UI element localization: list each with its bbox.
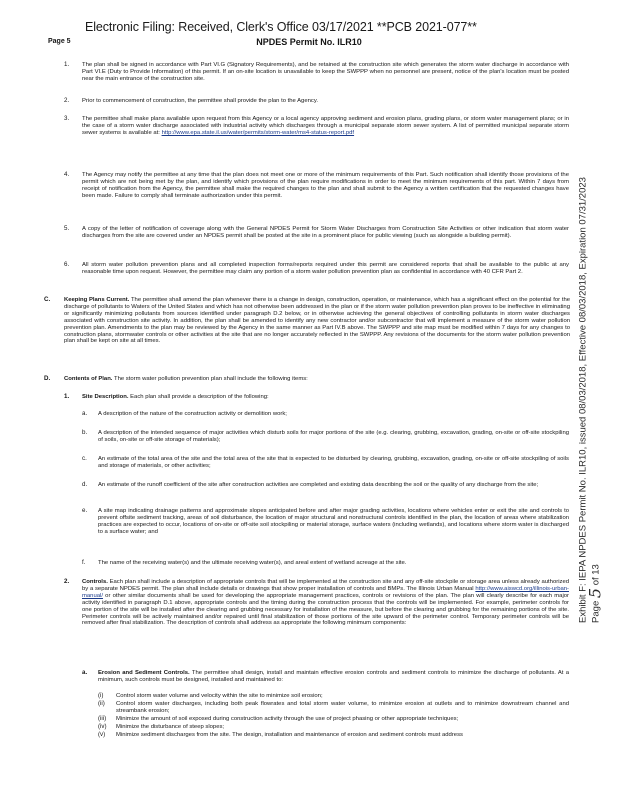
list-letter: e. (82, 507, 88, 514)
list-letter: b. (82, 429, 88, 436)
section-d-block (64, 376, 570, 383)
item-number: 6. (64, 261, 70, 268)
item-text: The plan shall be signed in accordance with Part VI.G (Signatory Requirements), and be retained at the construction site which generates the storm water discharge in accordance with Part VI.E (Duty to Provide Information) of this permit. If an on-site location is unavailable to keep the SWPPP when no personnel are present, notice of the plan's location must be posted near the main entrance of the construction site. (82, 62, 569, 82)
urban-manual-link[interactable]: http://www.aiswcd.org/illinois-urban-manual/ (82, 585, 569, 599)
sub-heading: Controls. (82, 579, 108, 585)
roman-numeral: (ii) (98, 700, 105, 707)
sub-text: The permittee shall design, install and maintain effective erosion controls and sediment controls to minimize the discharge of pollutants. At a minimum, such controls must be designed, installed and maintained to: (98, 670, 570, 683)
sub-heading: Erosion and Sediment Controls. (98, 670, 190, 676)
list-text: An estimate of the total area of the site and the total area of the site that is expected to be disturbed by clearing, grubbing, excavation, grading, on-site or off-site stockpiling of soils and storage of materials, or other activities; (98, 456, 569, 469)
exhibit-page-number: 5 (585, 587, 605, 599)
roman-text: Control storm water volume and velocity within the site to minimize soil erosion; (116, 693, 323, 699)
list-letter: c. (82, 455, 87, 462)
site-description-block (82, 394, 569, 401)
sub-text: Each plan shall provide a description of the following: (130, 394, 269, 400)
filing-stamp: Electronic Filing: Received, Clerk's Office 03/17/2021 **PCB 2021-077** (85, 20, 477, 34)
sub-number: 1. (64, 393, 70, 400)
list-letter: a. (82, 410, 88, 417)
list-letter: d. (82, 481, 88, 488)
roman-numeral: (v) (98, 731, 106, 738)
roman-text: Control storm water discharges, including both peak flowrates and total storm water volume, to minimize erosion at outlets and to minimize downstream channel and streambank erosion; (116, 701, 569, 714)
section-heading: Keeping Plans Current. (64, 297, 130, 303)
permit-title: NPDES Permit No. ILR10 (256, 37, 362, 47)
item-number: 4. (64, 171, 70, 178)
section-letter: C. (44, 296, 51, 303)
item-text: Prior to commencement of construction, the permittee shall provide the plan to the Agency. (82, 98, 318, 104)
roman-numeral: (iii) (98, 715, 107, 722)
list-letter: a. (82, 669, 88, 676)
erosion-block (98, 670, 569, 684)
list-text: A site map indicating drainage patterns and approximate slopes anticipated before and after major grading activities, locations where vehicles enter or exit the site and controls to prevent offsite sediment tracking, areas of soil disturbance, the location of major structural and nonstructural controls identified in the plan, the location of areas where stabilization practices are expected to occur, locations of on-site or off-site soil stockpiling or material storage, surface waters (including wetlands), and locations where storm water is discharged to a surface water; and (98, 508, 569, 535)
item-number: 2. (64, 97, 70, 104)
section-heading: Contents of Plan. (64, 376, 113, 382)
roman-numeral: (iv) (98, 723, 107, 730)
page-label: Page 5 (48, 38, 71, 45)
list-text: A description of the nature of the construction activity or demolition work; (98, 411, 287, 417)
sub-text-continued: or other similar documents shall be used for developing the appropriate management practices, controls or revisions of the plan. The plan will clearly describe for each major activity identified in paragraph D.1 above, appropriate controls and the timing during the construction process that the controls will be implemented. For example, perimeter controls for one portion of the site will be installed after the clearing and grubbing necessary for installation of the measure, but before the clearing and grubbing for the remaining portions of the site. Perimeter controls will be actively maintained and/or repaired until final stabilization of those portions of the site upward of the perimeter control. Temporary perimeter controls will be removed after final stabilization. The description of controls shall address as appropriate the following minimum components: (82, 592, 570, 627)
exhibit-page-of: of 13 (590, 564, 602, 586)
section-letter: D. (44, 375, 51, 382)
roman-text: Minimize the amount of soil exposed during construction activity through the use of project phasing or other appropriate techniques; (116, 716, 459, 722)
list-text: The name of the receiving water(s) and the ultimate receiving water(s), and areal extent of wetland acreage at the site. (98, 560, 407, 566)
exhibit-page-word: Page (590, 600, 602, 623)
section-text: The storm water pollution prevention plan shall include the following items: (113, 376, 308, 382)
sub-number: 2. (64, 578, 70, 585)
list-text: An estimate of the runoff coefficient of the site after construction activities are completed and existing data describing the soil or the quality of any discharge from the site; (98, 482, 539, 488)
sub-text: Each plan shall include a description of appropriate controls that will be implemented at the construction site and any off-site stockpile or storage area unless already authorized by a separate NPDES permit. The plan shall include details or drawings that show proper installation of controls and BMPs. The Illinois Urban Manual (82, 579, 569, 592)
roman-text: Minimize sediment discharges from the site. The design, installation and maintenance of erosion and sediment controls must address (116, 732, 463, 738)
roman-text: Minimize the disturbance of steep slopes; (116, 724, 225, 730)
item-text: The Agency may notify the permittee at any time that the plan does not meet one or more of the minimum requirements of this Part. Such notification shall identify those provisions of the permit which are not being met by the plan, and identify which provisions of the plan require modifications in order to meet the minimum requirements of this part. Within 7 days from receipt of notification from the Agency, the permittee shall make the required changes to the plan and shall submit to the Agency a written certification that the requested changes have been made. Failure to comply shall terminate authorization under this permit. (82, 172, 569, 199)
roman-numeral: (i) (98, 692, 104, 699)
controls-block (82, 579, 569, 627)
section-text: The permittee shall amend the plan whenever there is a change in design, construction, operation, or maintenance, which has a significant effect on the potential for the discharge of pollutants to Waters of the United States and which has not otherwise been addressed in the plan or if the storm water pollution prevention plan proves to be ineffective in eliminating or significantly minimizing pollutants from sources identified under paragraph D.2 below, or in otherwise achieving the general objectives of controlling pollutants in storm water discharges associated with construction site activity. In addition, the plan shall be amended to identify any new contractor and/or subcontractor that will implement a measure of the storm water pollution prevention plan. Amendments to the plan may be reviewed by the Agency in the same manner as Part IV.B above. The SWPPP and site map must be modified within 7 days for any changes to construction plans, stormwater controls or other activities at the site that are no longer accurately reflected in the SWPPP. Any revisions of the documents for the storm water pollution prevention plan shall be kept on site at all times. (64, 297, 571, 345)
list-text: A description of the intended sequence of major activities which disturb soils for major portions of the site (e.g. clearing, grubbing, excavation, grading, on-site or off-site stockpiling of soils, on-site or off-site storage of materials); (98, 430, 569, 443)
exhibit-line: Exhibit F: IEPA NPDES Permit No. ILR10, issued 08/03/2018, Effective 08/03/2018, Expiration 07/31/2023 (577, 177, 589, 623)
item-number: 5. (64, 225, 70, 232)
list-letter: f. (82, 559, 86, 566)
ms4-report-link[interactable]: http://www.epa.state.il.us/water/permits/storm-water/ms4-status-report.pdf (161, 129, 355, 136)
item-number: 3. (64, 115, 70, 122)
item-text: A copy of the letter of notification of coverage along with the General NPDES Permit for Storm Water Discharges from Construction Site Activities or other indication that storm water discharges from the site are covered under an NPDES permit shall be posted at the site in a prominent place for public viewing (such as alongside a building permit). (82, 226, 569, 239)
section-c-block (64, 297, 570, 345)
item-number: 1. (64, 61, 70, 68)
item-text: The permittee shall make plans available upon request from this Agency or a local agency approving sediment and erosion plans, grading plans, or storm water management plans; or in the case of a storm water discharge associated with industrial activity which discharges through a municipal separate storm sewer system. A list of permitted municipal separate storm sewer systems is available at: (82, 116, 569, 136)
sub-heading: Site Description. (82, 394, 129, 400)
item-text-block (82, 116, 569, 137)
item-text: All storm water pollution prevention plans and all completed inspection forms/reports required under this permit are considered reports that shall be available to the public at any reasonable time upon request. However, the permittee may claim any portion of a storm water pollution prevention plan as confidential in accordance with 40 CFR Part 2. (82, 262, 569, 275)
